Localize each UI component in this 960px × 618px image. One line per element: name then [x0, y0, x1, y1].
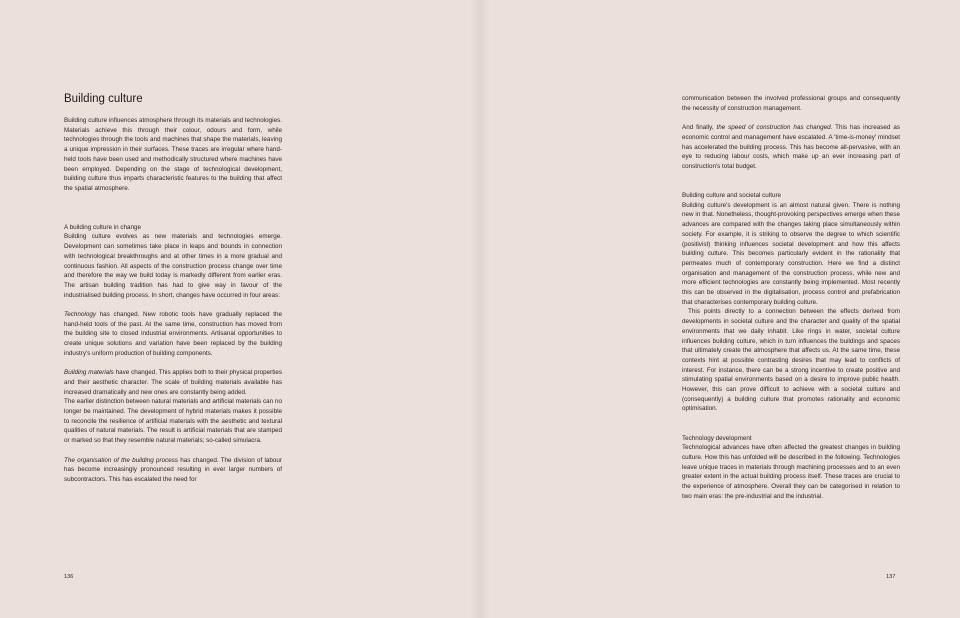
- paragraph-speed: [682, 123, 900, 172]
- speed-lead: And finally,: [682, 124, 717, 132]
- materials-emphasis: Building materials: [64, 369, 114, 377]
- section-heading-technology: Technology development: [682, 434, 752, 442]
- technology-emphasis: Technology: [64, 311, 96, 319]
- paragraph-continuation: communication between the involved professional groups and consequently the necessity of construction management.: [682, 95, 900, 112]
- intro-paragraph: Building culture influences atmosphere through its materials and technologies. Materials achieve this through their colour, odours and form, while technologies through the tools and machines that shape the materials, leaving a unique impression in their surfaces. These traces are irregular where hand-held tools have been used and methodically structured where machines have been employed. Depending on the stage of technological development, building culture thus imparts characteristic features to the building that affect the spatial atmosphere.: [64, 117, 282, 192]
- section-heading-change: A building culture in change: [64, 223, 142, 231]
- organisation-text: has changed. The division of labour has become increasingly pronounced resulting in ever larger numbers of subcontractors. This has escalated the need for: [64, 456, 282, 483]
- paragraph-change: Building culture evolves as new materials and technologies emerge. Development can sometimes take place in leaps and bounds in connection with technological breakthroughs and at other times in a more gradual and continuous fashion. All aspects of the construction process change over time and therefore the way we build today is markedly different from earlier eras. The artisan building tradition has had to give way in favour of the industrialised building process. In short, changes have occurred in four areas:: [64, 233, 282, 299]
- speed-emphasis: the speed of construction has changed: [716, 124, 831, 132]
- organisation-emphasis: The organisation of the building process: [64, 456, 179, 464]
- page-number-right: 137: [886, 574, 896, 580]
- page-number-left: 136: [64, 574, 74, 580]
- paragraph-societal-2: This points directly to a connection between the effects derived from developments in societal culture and the character and quality of the spatial environments that we daily inhabit. Like rings in water, societal culture influences building culture, which in turn influences the buildings and spaces that ultimately create the atmosphere that affects us. At the same time, these contexts hint at possible contrasting desires that may lead to conflicts of interest. For instance, there can be a strong incentive to create positive and stimulating spatial environments based on a desire to improve public health. However, this can prove difficult to achieve with a societal culture and (consequently) a building culture that promotes rationality and economic optimisation.: [682, 308, 900, 413]
- paragraph-technology: [64, 310, 282, 359]
- technology-text: has changed. New robotic tools have gradually replaced the hand-held tools of the past. At the same time, construction has moved from the building site to closed industrial environments. Artisanal opportunities to create unique solutions and variation have been replaced by the building industry's uniform production of building components.: [64, 311, 282, 357]
- paragraph-societal: Building culture's development is an almost natural given. There is nothing new in that. Nonetheless, thought-provoking perspectives emerge when these advances are compared with the changes taking place simultaneously within society. For example, it is striking to observe the degree to which scientific (positivist) thinking influences societal development and how this affects building culture. This becomes particularly evident in the rationality that permeates much of contemporary construction. Here we find a distinct organisation and management of the construction process, while new and more efficient technologies are constantly being implemented. Most recently this can be observed in the digitalisation, process control and prefabrication that characterises contemporary building culture.: [682, 201, 900, 306]
- paragraph-organisation: [64, 456, 282, 485]
- book-gutter: [470, 0, 490, 618]
- paragraph-materials-2: The earlier distinction between natural materials and artificial materials can no longer be maintained. The development of hybrid materials makes it possible to reconcile the resilience of artificial materials with the aesthetic and textural qualities of natural materials. The result is artificial materials that are stamped or marked so that they resemble natural materials; so-called simulacra.: [64, 398, 282, 445]
- left-column: [64, 116, 282, 485]
- materials-text: have changed. This applies both to their physical properties and their aesthetic character. The scale of building materials available has increased dramatically and new ones are constantly being added.: [64, 369, 282, 396]
- right-column: [682, 94, 900, 501]
- paragraph-materials: [64, 368, 282, 397]
- chapter-title: Building culture: [64, 93, 143, 105]
- right-page: [480, 0, 960, 618]
- paragraph-technology-development: Technological advances have often affected the greatest changes in building culture. How this has unfolded will be described in the following. Technologies leave unique traces in materials through machining processes and to an even greater extent in the actual building process itself. These traces are crucial to the experience of atmosphere. Overall they can be categorised in relation to two main eras: the pre-industrial and the industrial.: [682, 444, 900, 500]
- section-heading-societal: Building culture and societal culture: [682, 192, 782, 199]
- speed-text: . This has increased as economic control and management have escalated. A 'time-is-money' mindset has accelerated the building process. This has become all-pervasive, with an eye to reducing labour costs, which make up an ever increasing part of construction's total budget.: [682, 124, 900, 170]
